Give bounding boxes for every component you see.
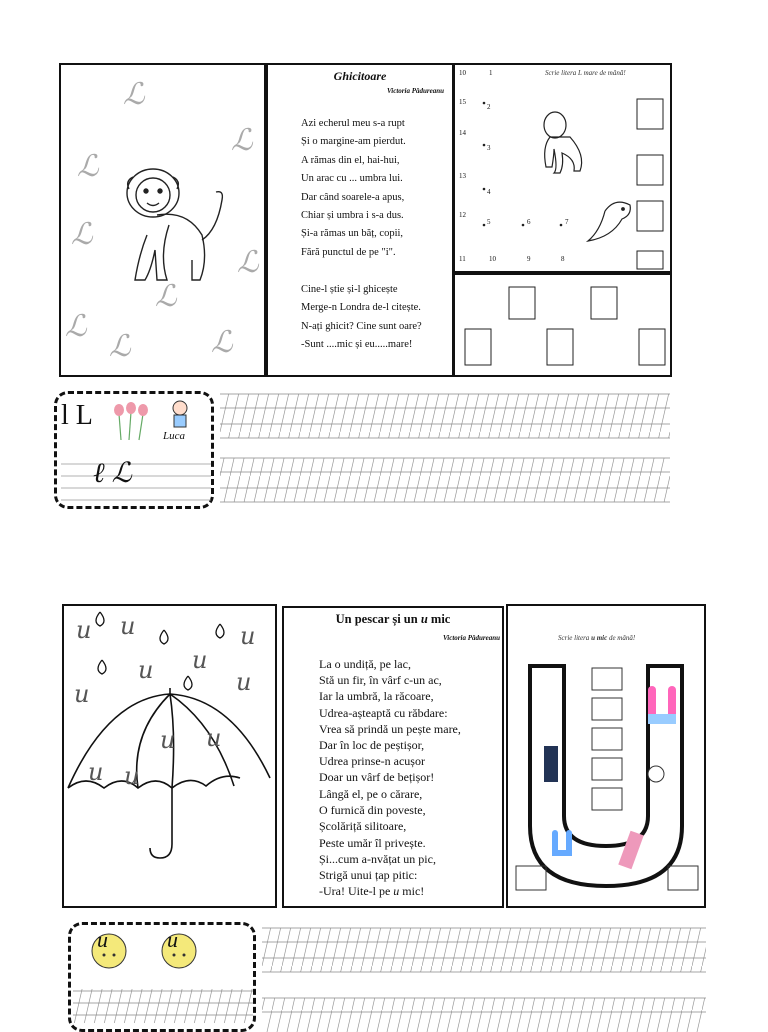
cursive-l-1: ℒ (123, 77, 145, 112)
cursive-l-3: ℒ (77, 149, 99, 184)
poem2-stanza-2: Lângă el, pe o cărare, O furnică din poveste, Școlăriță silitoare, Peste umăr îl privește. Și...cum a-nvățat un pic, Strigă unui țap pitic: -Ura! Uite-l pe u mic! (319, 787, 436, 899)
cursive-u-4: u (138, 656, 154, 684)
cursive-u-8: u (160, 726, 176, 754)
scrolls-panel (453, 273, 672, 377)
cursive-u-9: u (206, 724, 222, 752)
handwriting-lines-bottom (262, 922, 706, 1032)
poem-author-2: Victoria Pădureanu (443, 634, 500, 642)
cursive-l-5: ℒ (237, 245, 259, 280)
print-letters: l L (61, 400, 93, 431)
cursive-l-8: ℒ (109, 329, 131, 364)
poem-title: Ghicitoare (333, 69, 387, 83)
u-face-icon-1 (89, 931, 129, 971)
u-face-letter-1: u (97, 927, 108, 952)
cursive-u-3: u (240, 622, 256, 650)
poem2-stanza-1: La o undiță, pe lac, Stă un fir, în vârf c-un ac, Iar la umbră, la răcoare, Udrea-așteaptă cu răbdare: Vrea să prindă un pește mare, Dar în loc de peștișor, Udrea prinse-n acușor Doar un vârf de bețișor! (319, 657, 461, 785)
cursive-l-9: ℒ (211, 325, 233, 360)
u-face-icon-2 (159, 931, 199, 971)
cursive-u-6: u (74, 680, 90, 708)
name-label: Luca (163, 430, 185, 442)
lion-panel (59, 63, 266, 377)
u-face-letter-2: u (167, 927, 178, 952)
instruction-u: Scrie litera u mic de mână! (558, 634, 636, 642)
cursive-u-2: u (120, 612, 136, 640)
umbrella-panel (62, 604, 277, 908)
poem-author: Victoria Pădureanu (387, 87, 444, 95)
handwriting-lines-top (220, 388, 670, 508)
cursive-l-6: ℒ (155, 279, 177, 314)
umbrella-drawing-icon (64, 606, 275, 906)
fisherman-poem-panel (282, 606, 504, 908)
riddle-poem-panel (266, 63, 454, 377)
cursive-u-1: u (76, 616, 92, 644)
big-u-drawing-icon (508, 606, 704, 906)
cursive-u-7: u (236, 668, 252, 696)
scroll-boxes-icon (455, 275, 670, 375)
instruction-text: Scrie litera L mare de mână! (545, 69, 626, 77)
poem-stanza-2: Cine-l știe și-l ghicește Merge-n Londra de-l citește. N-ați ghicit? Cine sunt oare? -Sunt ....mic și eu.....mare! (301, 284, 422, 351)
cursive-u-11: u (124, 762, 140, 790)
dot-to-dot-panel: Scrie litera L mare de mână! 10 1 15 2 14 3 13 4 12 5 6 7 11 10 9 8 (453, 63, 672, 273)
tulips-icon (107, 400, 167, 444)
lion-parrot-drawing-icon (455, 65, 670, 271)
poem-title-2: Un pescar și un u mic (335, 612, 451, 626)
u-sample-box (68, 922, 256, 1032)
big-u-panel (506, 604, 706, 908)
cursive-u-10: u (88, 758, 104, 786)
cursive-l-2: ℒ (231, 123, 253, 158)
letter-sample-box (54, 391, 214, 509)
poem-stanza-1: Azi echerul meu s-a rupt Și o margine-am pierdut. A rămas din el, hai-hui, Un arac cu ... umbra lui. Dar când soarele-a apus, Chiar și umbra i s-a dus. Și-a rămas un băț, copii, Fără punctul de pe "i". (301, 118, 406, 258)
child-icon (165, 398, 195, 428)
cursive-u-5: u (192, 646, 208, 674)
cursive-l-7: ℒ (65, 309, 87, 344)
cursive-l-4: ℒ (71, 217, 93, 252)
cursive-letter-pair: ℓ ℒ (93, 458, 132, 489)
